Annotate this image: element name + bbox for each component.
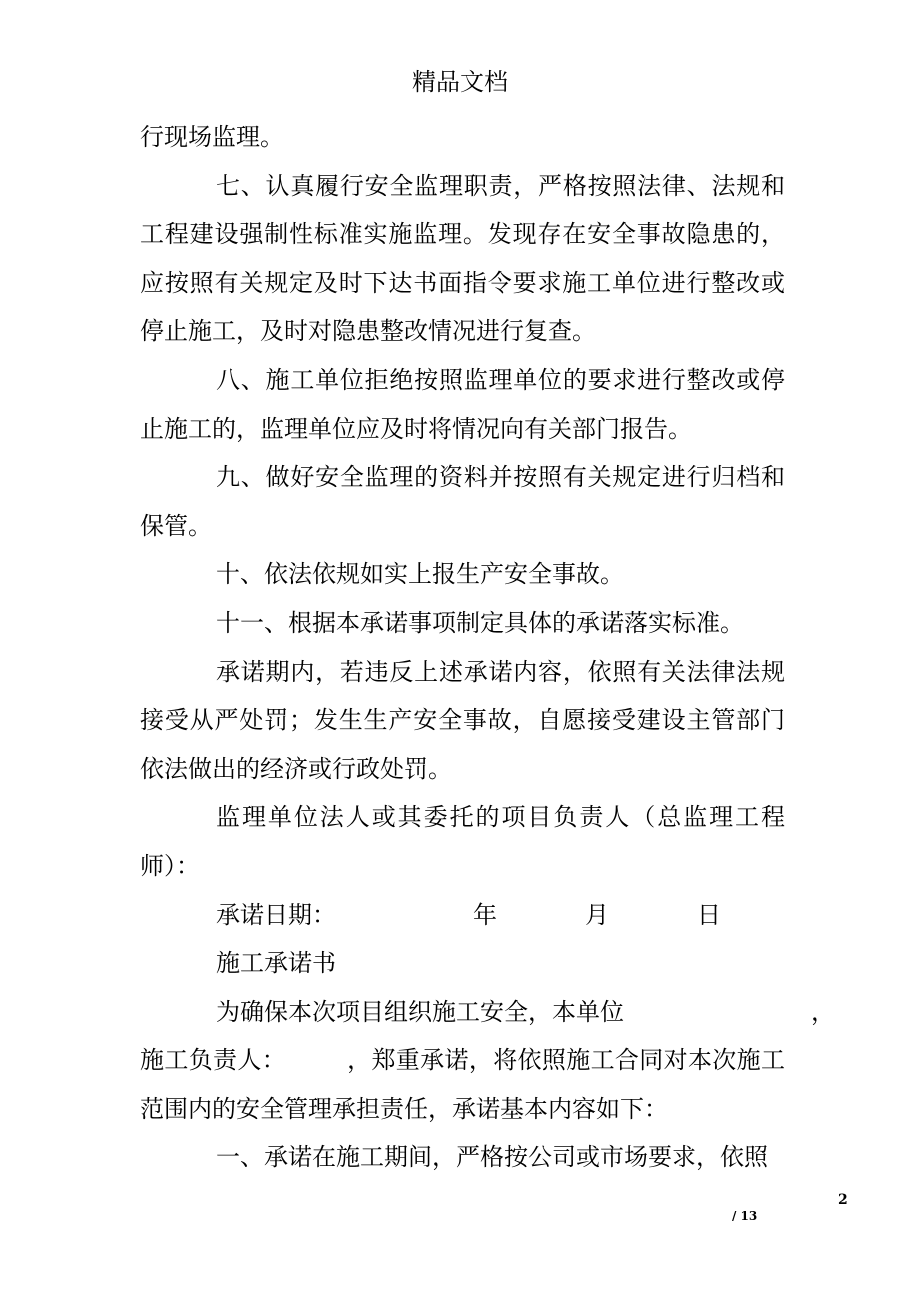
commitment-intro-text: 为确保本次项目组织施工安全，本单位 — [216, 997, 624, 1026]
paragraph-item-7: 七、认真履行安全监理职责，严格按照法律、法规和工程建设强制性标准实施监理。发现存在安全事故隐患的，应按照有关规定及时下达书面指令要求施工单位进行整改或停止施工，及时对隐患整改情况进行复查。 — [140, 171, 785, 346]
date-year: 年 — [473, 900, 497, 929]
commitment-intro-comma: ， — [811, 997, 835, 1026]
paragraph-continuation: 行现场监理。 — [140, 123, 284, 151]
section-title: 施工承诺书 — [216, 949, 336, 978]
date-day: 日 — [697, 900, 721, 929]
commitment-date-line — [140, 891, 785, 940]
paragraph-item-10: 十、依法依规如实上报生产安全事故。 — [216, 560, 624, 589]
commitment-item-1: 一、承诺在施工期间，严格按公司或市场要求，依照 — [216, 1143, 768, 1172]
paragraph-item-11: 十一、根据本承诺事项制定具体的承诺落实标准。 — [216, 608, 744, 637]
commitment-intro — [140, 988, 835, 1037]
paragraph-item-9: 九、做好安全监理的资料并按照有关规定进行归档和保管。 — [140, 463, 785, 540]
page-header-title: 精品文档 — [412, 68, 508, 96]
commitment-body: 施工负责人： ，郑重承诺，将依照施工合同对本次施工范围内的安全管理承担责任，承诺基本内容如下： — [140, 1046, 785, 1123]
date-month: 月 — [585, 900, 609, 929]
date-label: 承诺日期： — [216, 900, 336, 929]
paragraph-penalty: 承诺期内，若违反上述承诺内容，依照有关法律法规接受从严处罚；发生生产安全事故，自愿接受建设主管部门依法做出的经济或行政处罚。 — [140, 657, 785, 783]
page-number: 2 — [838, 1192, 848, 1208]
paragraph-item-8: 八、施工单位拒绝按照监理单位的要求进行整改或停止施工的，监理单位应及时将情况向有关部门报告。 — [140, 365, 785, 443]
document-body — [140, 113, 835, 1182]
page-total: / 13 — [732, 1209, 758, 1223]
paragraph-signatory: 监理单位法人或其委托的项目负责人（总监理工程师）： — [140, 803, 785, 880]
